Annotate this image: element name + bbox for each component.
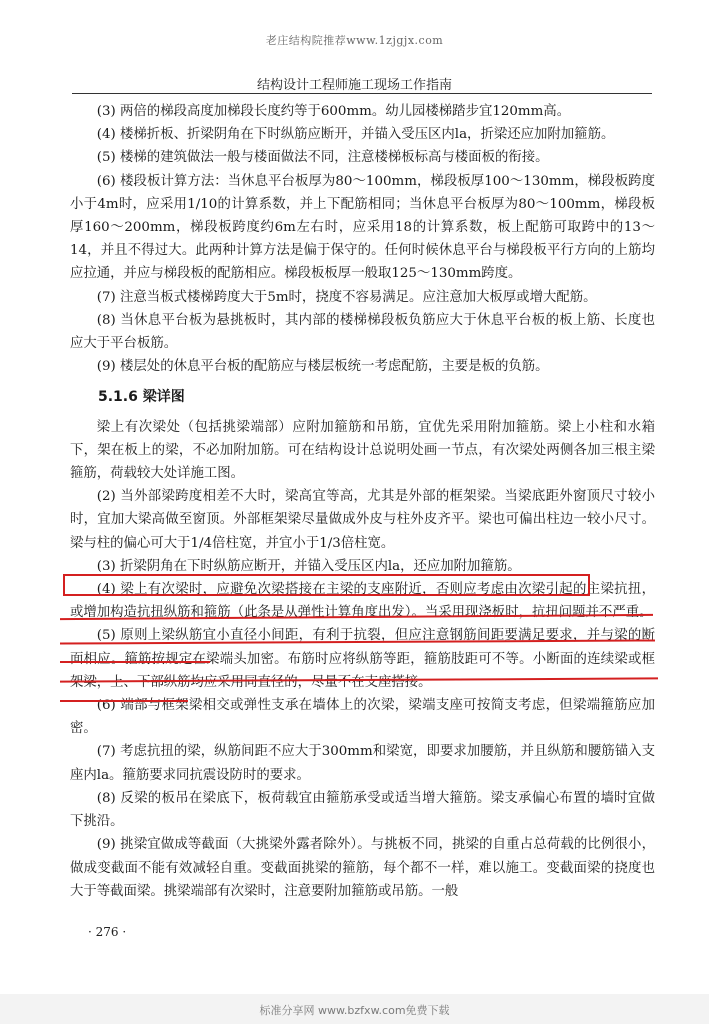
paragraph-beam-8: (8) 反梁的板吊在梁底下，板荷载宜由箍筋承受或适当增大箍筋。梁支承偏心布置的墙时宜做下挑沿。 [70,790,655,830]
site-watermark-bottom: 标准分享网 www.bzfxw.com免费下载 [259,1004,450,1017]
section-heading: 5.1.6 梁详图 [98,389,185,406]
red-highlight-box [63,574,590,596]
running-header: 结构设计工程师施工现场工作指南 [256,78,452,93]
paragraph-beam-5: (5) 原则上梁纵筋宜小直径小间距，有利于抗裂，但应注意钢筋间距要满足要求，并与梁的断面相应。箍筋按规定在梁端头加密。布筋时应将纵筋等距，箍筋肢距可不等。小断面的连续梁或框架梁，上、下部纵筋均应采用同直径的，尽量不在支座搭接。 [70,628,655,690]
paragraph-stair-3: (3) 两倍的梯段高度加梯段长度约等于600mm。幼儿园楼梯踏步宜120mm高。 [96,104,571,119]
site-watermark-top: 老庄结构院推荐www.1zjgjx.com [265,34,444,47]
paragraph-stair-8: (8) 当休息平台板为悬挑板时，其内部的楼梯梯段板负筋应大于休息平台板的板上筋、长度也应大于平台板筋。 [70,312,655,352]
paragraph-beam-3: (3) 折梁阴角在下时纵筋应断开，并锚入受压区内la，还应加附加箍筋。 [96,558,521,574]
red-underline-5 [60,700,188,702]
paragraph-beam-2: (2) 当外部梁跨度相差不大时，梁高宜等高，尤其是外部的框架梁。当梁底距外窗顶尺寸较小时，宜加大梁高做至窗顶。外部框架梁尽量做成外皮与柱外皮齐平。梁也可偏出柱边一较小尺寸。梁与柱的偏心可大于1/4倍柱宽，并宜小于1/3倍柱宽。 [70,489,655,551]
page-body [70,100,655,903]
paragraph-stair-4: (4) 楼梯折板、折梁阴角在下时纵筋应断开，并锚入受压区内la，折梁还应加附加箍筋。 [96,127,615,143]
paragraph-stair-6: (6) 楼段板计算方法：当休息平台板厚为80～100mm，梯段板厚100～130mm，梯段板跨度小于4m时，应采用1/10的计算系数，并上下配筋相同；当休息平台板厚为80～100mm，梯段板厚160～200mm，梯段板跨度约6m左右时，应采用18的计算系数，板上配筋可取跨中的13～14，并且不得过大。此两种计算方法是偏于保守的。任何时候休息平台与梯段板平行方向的上筋均应拉通，并应与梯段板的配筋相应。梯段板板厚一般取125～130mm跨度。 [70,173,655,282]
page-number: · 276 · [88,925,127,939]
paragraph-beam-6: (6) 端部与框架梁相交或弹性支承在墙体上的次梁，梁端支座可按简支考虑，但梁端箍筋应加密。 [70,698,655,737]
paragraph-stair-9: (9) 楼层处的休息平台板的配筋应与楼层板统一考虑配筋，主要是板的负筋。 [96,359,549,375]
red-underline-3 [60,661,210,663]
paragraph-beam-1: 梁上有次梁处（包括挑梁端部）应附加箍筋和吊筋，宜优先采用附加箍筋。梁上小柱和水箱下，架在板上的梁，不必加附加筋。可在结构设计总说明处画一节点，有次梁处两侧各加三根主梁箍筋，荷载较大处详施工图。 [70,419,655,482]
header-rule [72,93,652,94]
paragraph-beam-7: (7) 考虑抗扭的梁，纵筋间距不应大于300mm和梁宽，即要求加腰筋，并且纵筋和腰筋锚入支座内la。箍筋要求同抗震设防时的要求。 [70,744,655,783]
paragraph-stair-5: (5) 楼梯的建筑做法一般与楼面做法不同，注意楼梯板标高与楼面板的衔接。 [96,150,549,166]
paragraph-beam-4: (4) 梁上有次梁时，应避免次梁搭接在主梁的支座附近，否则应考虑由次梁引起的主梁抗扭，或增加构造抗扭纵筋和箍筋（此条是从弹性计算角度出发）。当采用现浇板时，抗扭问题并不严重。 [70,582,655,621]
paragraph-beam-9: (9) 挑梁宜做成等截面（大挑梁外露者除外）。与挑板不同，挑梁的自重占总荷载的比例很小，做成变截面不能有效减轻自重。变截面挑梁的箍筋，每个都不一样，难以施工。变截面梁的挠度也大于等截面梁。挑梁端部有次梁时，注意要附加箍筋或吊筋。一般 [70,837,655,899]
paragraph-stair-7: (7) 注意当板式楼梯跨度大于5m时，挠度不容易满足。应注意加大板厚或增大配筋。 [96,289,597,305]
